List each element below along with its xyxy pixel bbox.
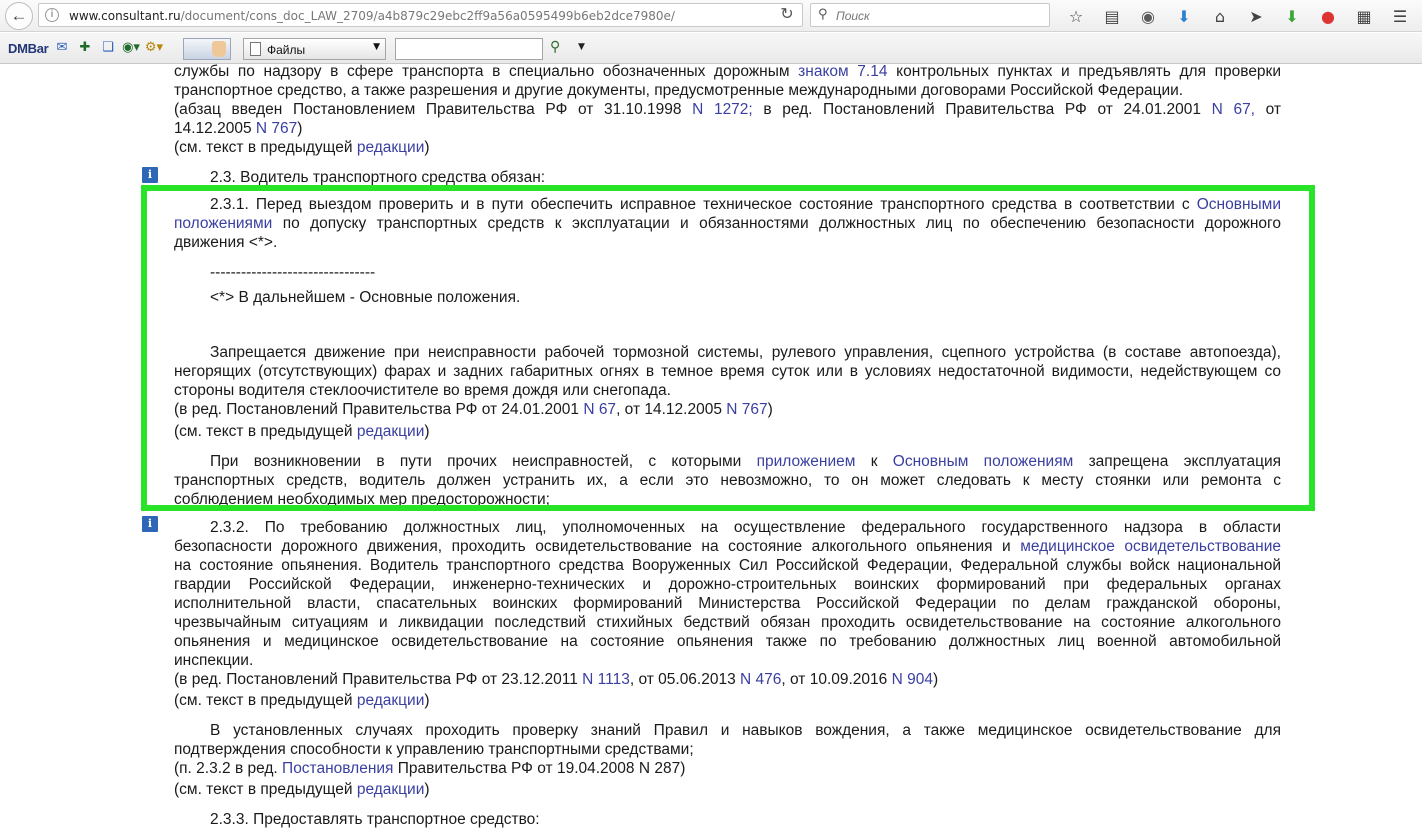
doc-line: опьянения и медицинское освидетельствование на состояние опьянения также по требованию должностных лиц военной автомобильной bbox=[174, 633, 1281, 650]
url-bar[interactable] bbox=[38, 3, 803, 27]
dmbar-search-input[interactable] bbox=[395, 38, 543, 60]
doc-line: подтверждения способности к управлению транспортными средствами; bbox=[174, 741, 694, 758]
tools-icon[interactable]: ⚙▾ bbox=[144, 40, 164, 55]
site-info-icon[interactable]: i bbox=[45, 8, 59, 22]
doc-line: стороны водителя стеклоочистителе во время дождя или снегопада. bbox=[174, 382, 671, 399]
doc-line: службы по надзору в сфере транспорта в специально обозначенных дорожным знаком 7.14 контрольных пунктах и предъявлять для проверки bbox=[174, 64, 1281, 80]
footnote-rule: -------------------------------- bbox=[210, 264, 376, 281]
document-icon bbox=[250, 42, 261, 56]
doc-link[interactable]: N 476 bbox=[740, 671, 782, 688]
doc-line: исполнительной власти, спасательных воинских формирований Министерства Российской Федерации по делам гражданской обороны, bbox=[174, 595, 1281, 612]
doc-line: (абзац введен Постановлением Правительства РФ от 31.10.1998 N 1272; в ред. Постановлений Правительства РФ от 24.01.2001 N 67, от bbox=[174, 101, 1281, 118]
document-content bbox=[0, 64, 1422, 829]
home-icon[interactable]: ⌂ bbox=[1214, 6, 1226, 26]
green-highlight-frame bbox=[141, 185, 1315, 511]
more-chevron-icon[interactable]: ▼ bbox=[578, 42, 585, 52]
doc-link[interactable]: редакции bbox=[356, 423, 425, 440]
color-balls-icon[interactable]: ● bbox=[1321, 6, 1335, 26]
doc-link[interactable]: редакции bbox=[356, 139, 425, 156]
search-placeholder: Поиск bbox=[836, 9, 870, 23]
doc-link[interactable]: Постановления bbox=[282, 760, 394, 777]
dmbar-tools bbox=[52, 38, 167, 58]
doc-link[interactable]: медицинское освидетельствование bbox=[1020, 538, 1281, 555]
go-search-icon[interactable]: ⚲ bbox=[550, 39, 561, 55]
doc-link[interactable]: N 767 bbox=[726, 401, 768, 418]
doc-line: (см. текст в предыдущей редакции) bbox=[174, 781, 430, 798]
doc-line: (см. текст в предыдущей редакции) bbox=[174, 692, 430, 709]
doc-line: 2.3. Водитель транспортного средства обязан: bbox=[210, 169, 546, 186]
doc-line: (см. текст в предыдущей редакции) bbox=[174, 423, 430, 440]
doc-line: (п. 2.3.2 в ред. Постановления Правительства РФ от 19.04.2008 N 287) bbox=[174, 760, 686, 777]
doc-line: 2.3.3. Предоставлять транспортное средство: bbox=[210, 811, 540, 828]
search-icon: ⚲ bbox=[818, 7, 828, 22]
doc-line: 14.12.2005 N 767) bbox=[174, 120, 303, 137]
doc-line: В установленных случаях проходить проверку знаний Правил и навыков вождения, а также медицинское освидетельствование для bbox=[210, 722, 1281, 739]
doc-link[interactable]: N 1113 bbox=[582, 671, 630, 688]
doc-line: транспортное средство, а также разрешения и другие документы, предусмотренные международными договорами Российской Федерации. bbox=[174, 82, 1184, 99]
doc-line: 2.3.1. Перед выездом проверить и в пути обеспечить исправное техническое состояние транспортного средства в соответствии с Основными bbox=[210, 196, 1281, 213]
doc-link[interactable]: знаком 7.14 bbox=[798, 64, 888, 80]
doc-link[interactable]: N 67, bbox=[1211, 101, 1255, 118]
doc-line: <*> В дальнейшем - Основные положения. bbox=[210, 289, 521, 306]
dmbar-logo[interactable]: DMBar bbox=[8, 41, 49, 56]
doc-line: соблюдением необходимых мер предосторожности; bbox=[174, 491, 550, 508]
files-dropdown[interactable] bbox=[243, 38, 386, 60]
doc-link[interactable]: редакции bbox=[356, 692, 425, 709]
doc-link[interactable]: положениями bbox=[174, 215, 273, 232]
pocket-icon[interactable]: ◉ bbox=[1141, 6, 1155, 26]
doc-link[interactable]: N 904 bbox=[891, 671, 933, 688]
doc-link[interactable]: приложением bbox=[756, 453, 856, 470]
chat-icon[interactable]: ✉ bbox=[56, 40, 68, 55]
info-icon[interactable]: i bbox=[142, 516, 158, 532]
doc-line: на состояние опьянения. Водитель транспортного средства Вооруженных Сил Российской Федерации, Федеральной службы войск национальной bbox=[174, 557, 1281, 574]
doc-line: 2.3.2. По требованию должностных лиц, уполномоченных на осуществление федерального государственного надзора в области bbox=[210, 519, 1281, 536]
reload-icon[interactable]: ↻ bbox=[780, 6, 794, 23]
doc-link[interactable]: редакции bbox=[356, 781, 425, 798]
files-label: Файлы bbox=[267, 43, 306, 57]
nav-toolbar-icons bbox=[1058, 0, 1418, 32]
doc-line: (в ред. Постановлений Правительства РФ от 24.01.2001 N 67, от 14.12.2005 N 767) bbox=[174, 401, 773, 418]
dmbar-panel-button[interactable] bbox=[183, 38, 231, 60]
chevron-down-icon: ▼ bbox=[373, 42, 380, 52]
doc-line: (см. текст в предыдущей редакции) bbox=[174, 139, 430, 156]
doc-line: чрезвычайным ситуациям и ликвидации последствий стихийных бедствий обязан проходить освидетельствование на состояние алкогольного bbox=[174, 614, 1281, 631]
doc-line: негорящих (отсутствующих) фарах и задних габаритных огнях в темное время суток или в условиях недостаточной видимости, недействующем со bbox=[174, 363, 1281, 380]
menu-icon[interactable]: ☰ bbox=[1392, 6, 1408, 26]
doc-link[interactable]: Основными bbox=[1196, 196, 1281, 213]
doc-link[interactable]: N 767 bbox=[255, 120, 298, 137]
doc-line: инспекции. bbox=[174, 652, 254, 669]
globe-icon[interactable]: ◉▾ bbox=[122, 40, 140, 55]
doc-line: положениями по допуску транспортных средств к эксплуатации и обязанностями должностных лиц по обеспечению безопасности дорожного bbox=[174, 215, 1281, 232]
clipboard-icon[interactable]: ▦ bbox=[1356, 6, 1372, 26]
doc-line: безопасности дорожного движения, проходить освидетельствование на состояние алкогольного опьянения и медицинское освидетельствование bbox=[174, 538, 1281, 555]
send-icon[interactable]: ➤ bbox=[1249, 6, 1263, 26]
search-input[interactable] bbox=[810, 3, 1050, 27]
doc-link[interactable]: N 67 bbox=[583, 401, 617, 418]
url-text: www.consultant.ru/document/cons_doc_LAW_2709/a4b879c29ebc2ff9a56a0595499b6eb2dce7980e/ bbox=[69, 9, 675, 23]
doc-line: движения <*>. bbox=[174, 234, 278, 251]
star-icon[interactable]: ☆ bbox=[1068, 6, 1084, 26]
browser-navbar bbox=[0, 0, 1422, 32]
doc-line: При возникновении в пути прочих неисправностей, с которыми приложением к Основным положениям запрещена эксплуатация bbox=[210, 453, 1281, 470]
doc-link[interactable]: N 1272; bbox=[692, 101, 753, 118]
doc-line: транспортных средств, водитель должен устранить их, а если это невозможно, то он может следовать к месту стоянки или ремонта с bbox=[174, 472, 1281, 489]
reading-list-icon[interactable]: ▤ bbox=[1104, 6, 1120, 26]
doc-line: гвардии Российской Федерации, инженерно-технических и дорожно-строительных воинских формирований при федеральных органах bbox=[174, 576, 1281, 593]
download-icon[interactable]: ⬇ bbox=[1177, 6, 1191, 26]
doc-line: (в ред. Постановлений Правительства РФ от 23.12.2011 N 1113, от 05.06.2013 N 476, от 10.09.2016 N 904) bbox=[174, 671, 939, 688]
dmbar-toolbar bbox=[0, 33, 1422, 64]
hand-icon bbox=[212, 41, 226, 57]
doc-link[interactable]: Основным положениям bbox=[892, 453, 1074, 470]
add-icon[interactable]: ✚ bbox=[79, 40, 91, 55]
info-icon[interactable]: i bbox=[142, 167, 158, 183]
doc-line: Запрещается движение при неисправности рабочей тормозной системы, рулевого управления, сцепного устройства (в составе автопоезда), bbox=[210, 344, 1281, 361]
windows-icon[interactable]: ❏ bbox=[102, 40, 114, 55]
green-download-icon[interactable]: ⬇ bbox=[1285, 6, 1299, 26]
back-arrow-icon[interactable]: ← bbox=[5, 2, 33, 30]
